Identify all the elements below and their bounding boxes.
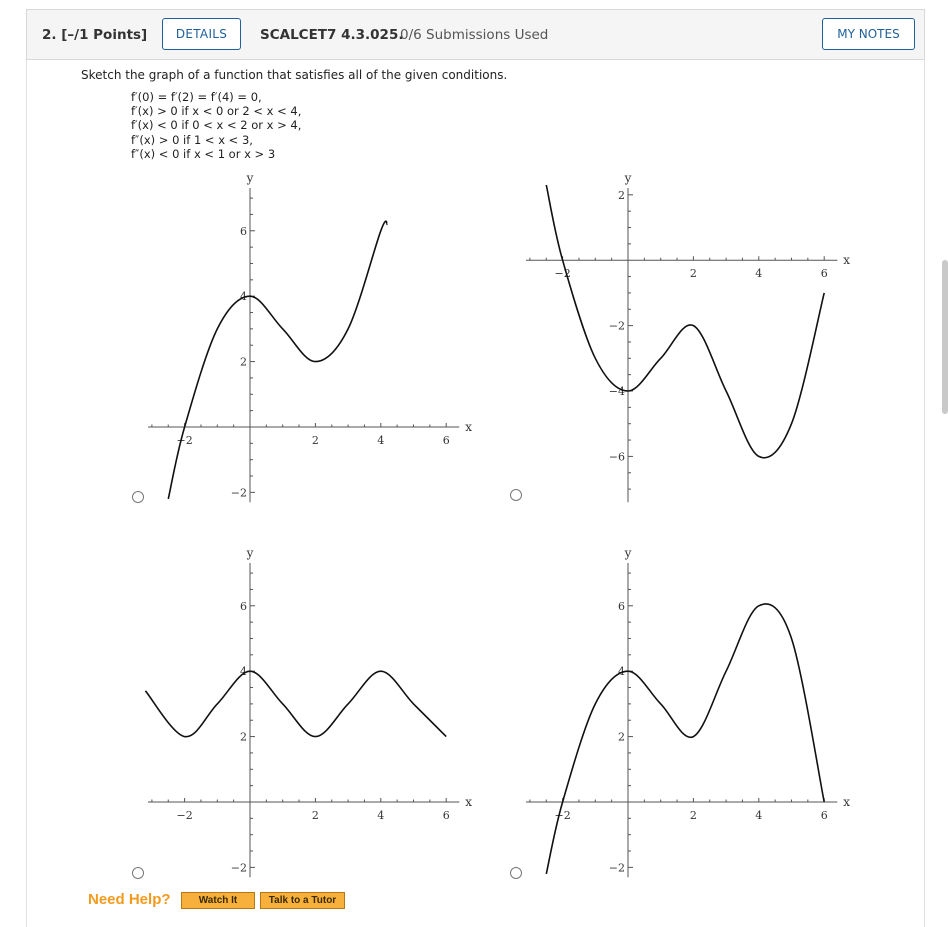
graph-option-c [140,545,490,880]
y-tick-label: 2 [618,188,625,202]
question-prompt: Sketch the graph of a function that satisfies all of the given conditions. [81,68,508,82]
x-tick-label: 4 [377,433,385,447]
y-tick-label: −4 [608,385,625,399]
graph-svg [518,170,868,505]
y-tick-label: 6 [240,599,247,613]
x-axis-name: x [843,253,851,268]
x-tick-label: 4 [755,267,763,281]
submissions-count: 0/6 Submissions Used [400,27,549,43]
graph-svg [140,170,490,505]
need-help-label: Need Help? [88,891,171,908]
y-tick-label: −2 [230,861,247,875]
graph-option-a [140,170,490,505]
x-tick-label: −2 [554,267,571,281]
y-tick-label: 4 [240,665,247,679]
radio-option-d[interactable] [510,867,522,879]
conditions-list [131,90,301,161]
question-number: 2. [–/1 Points] [42,27,148,43]
function-curve [168,221,387,499]
x-tick-label: 2 [311,433,319,447]
my-notes-button[interactable]: MY NOTES [822,18,915,50]
x-tick-label: 2 [689,808,697,822]
y-tick-label: −2 [608,319,625,333]
x-axis-name: x [465,794,473,809]
graph-svg [140,545,490,880]
y-axis-name: y [624,546,632,560]
function-curve [546,185,824,458]
x-tick-label: −2 [554,808,571,822]
graph-option-b [518,170,868,505]
details-button[interactable]: DETAILS [162,18,241,50]
x-tick-label: 2 [311,808,319,822]
condition-line: f′(0) = f′(2) = f′(4) = 0, [131,90,262,104]
condition-line: f″(x) < 0 if x < 1 or x > 3 [131,146,276,161]
y-axis-name: y [624,171,632,185]
y-tick-label: 6 [240,224,247,238]
watch-it-button[interactable]: Watch It [181,892,255,909]
x-tick-label: 6 [820,808,828,822]
scrollbar-thumb[interactable] [942,260,948,414]
y-tick-label: 4 [618,665,625,679]
problem-code: SCALCET7 4.3.025. [260,27,404,43]
y-tick-label: 6 [618,599,625,613]
function-curve [145,671,446,737]
y-axis-name: y [246,546,254,560]
x-tick-label: 6 [442,433,450,447]
x-tick-label: 6 [442,808,450,822]
y-tick-label: 2 [240,355,247,369]
y-tick-label: 4 [240,290,247,304]
y-tick-label: 2 [240,730,247,744]
condition-line: f″(x) > 0 if 1 < x < 3, [131,132,253,147]
x-tick-label: 6 [820,267,828,281]
x-tick-label: −2 [176,433,193,447]
talk-to-tutor-button[interactable]: Talk to a Tutor [260,892,345,909]
condition-line: f′(x) > 0 if x < 0 or 2 < x < 4, [131,104,302,119]
x-tick-label: 4 [377,808,385,822]
condition-line: f′(x) < 0 if 0 < x < 2 or x > 4, [131,118,302,133]
x-tick-label: 2 [689,267,697,281]
graph-svg [518,545,868,880]
function-curve [546,604,824,874]
x-axis-name: x [843,794,851,809]
graph-option-d [518,545,868,880]
y-tick-label: −6 [608,450,625,464]
radio-option-a[interactable] [132,491,144,503]
y-tick-label: −2 [230,486,247,500]
y-tick-label: 2 [618,730,625,744]
x-tick-label: 4 [755,808,763,822]
radio-option-c[interactable] [132,867,144,879]
question-header [26,9,925,60]
y-tick-label: −2 [608,861,625,875]
y-axis-name: y [246,171,254,185]
x-tick-label: −2 [176,808,193,822]
radio-option-b[interactable] [510,489,522,501]
x-axis-name: x [465,419,473,434]
